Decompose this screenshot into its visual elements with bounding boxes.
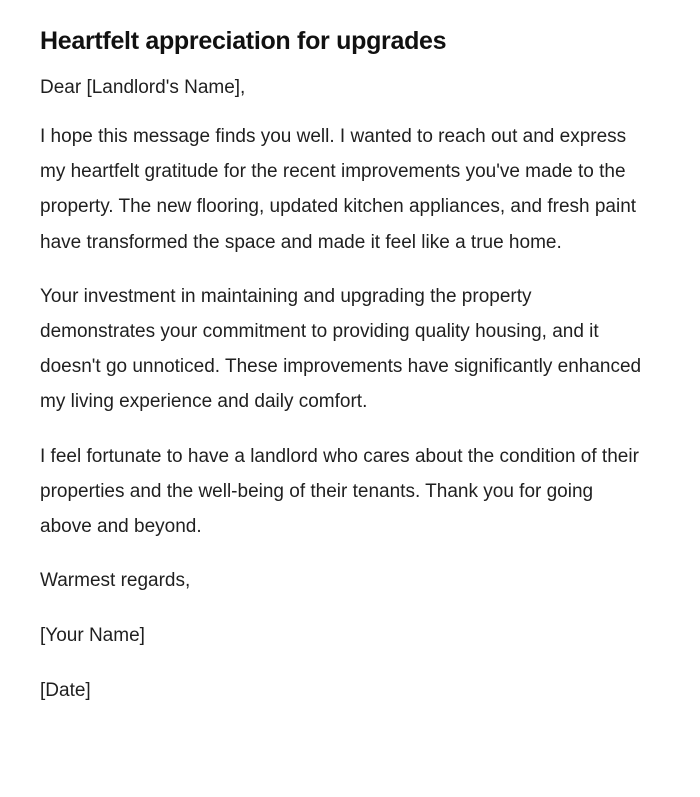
letter-salutation: Dear [Landlord's Name], [40, 77, 246, 98]
letter-paragraph-3: I feel fortunate to have a landlord who cares about the condition of their properties and the well-being of their tenants. Thank you for going above and beyond. [40, 445, 639, 538]
letter-paragraph-2: Your investment in maintaining and upgrading the property demonstrates your commitment to providing quality housing, and it doesn't go unnoticed. These improvements have significantly enhanced my living experience and daily comfort. [40, 285, 642, 413]
letter-title: Heartfelt appreciation for upgrades [40, 27, 447, 55]
letter-date: [Date] [40, 680, 91, 702]
letter-closing: Warmest regards, [40, 570, 191, 592]
letter-signature: [Your Name] [40, 625, 145, 647]
letter-paragraph-1: I hope this message finds you well. I wanted to reach out and express my heartfelt gratitude for the recent improvements you've made to the property. The new flooring, updated kitchen appliances, and fresh paint have transformed the space and made it feel like a true home. [40, 126, 637, 253]
